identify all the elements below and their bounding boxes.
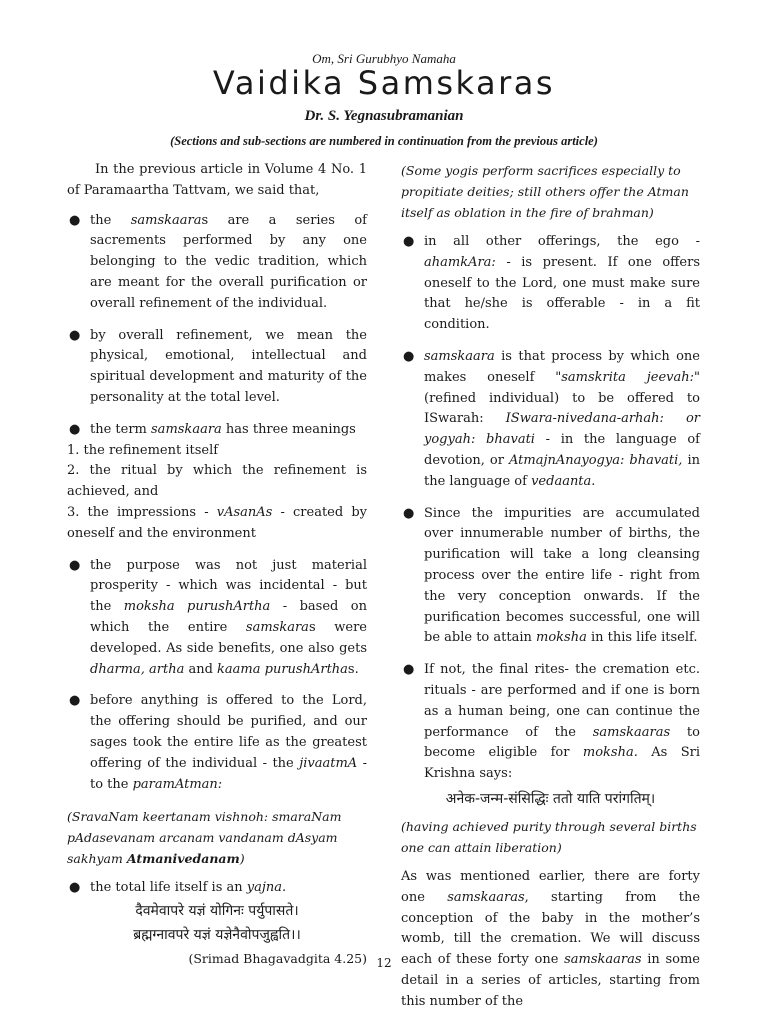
- closing-paragraph: As was mentioned earlier, there are forty one samskaaras, starting from the conception of the baby in the mother’s womb, till the cremation. We will discuss each of these forty one samskaaras in some detail in a series of articles, starting from this number of the: [401, 868, 701, 1009]
- meaning-1: 1. the refinement itself: [67, 442, 219, 458]
- continuation-note: (Sections and sub-sections are numbered in continuation from the previous article): [170, 134, 598, 148]
- bullet-dot-icon: ●: [403, 348, 415, 364]
- intro-paragraph: In the previous article in Volume 4 No. 1 of Paramaartha Tattvam, we said that,: [67, 162, 367, 198]
- article-title: Vaidika Samskaras: [212, 64, 556, 102]
- bullet-dot-icon: ●: [69, 421, 81, 437]
- bullet-dot-icon: ●: [403, 505, 415, 521]
- bullet-ego: ● in all other offerings, the ego - ahamkAra: - is present. If one offers oneself to the Lord, one must make sure that he/she is offerable - in a fit condition.: [403, 234, 700, 333]
- bhakti-quote: (SravaNam keertanam vishnoh: smaraNam pAdasevanam arcanam vandanam dAsyam sakhyam Atmanivedanam): [67, 809, 342, 867]
- bullet-offering: ● before anything is offered to the Lord, the offering should be purified, and our sages took the entire life as the greatest offering of the individual - the jivaatmA - to the paramAtman:: [69, 693, 368, 792]
- verse-translation: (having achieved purity through several births one can attain liberation): [401, 818, 697, 855]
- bullet-samskaara-process: ● samskaara is that process by which one makes oneself "samskrita jeevah:" (refined individual) to be offered to ISwarah: ISwara-nivedana-arhah: or yogyah: bhavati - in the language of devotion, or AtmajnAnayogya: bhavati, in the language of vedaanta.: [403, 348, 700, 489]
- yogis-quote: (Some yogis perform sacrifices especially to propitiate deities; still others offer the Atman itself as oblation in the fire of brahman): [401, 163, 689, 220]
- bullet-dot-icon: ●: [403, 234, 415, 249]
- bullet-refinement: ● by overall refinement, we mean the physical, emotional, intellectual and spiritual development and maturity of the personality at the total level.: [69, 327, 367, 405]
- bullet-samskaaras: ● the samskaaras are a series of sacrements performed by any one belonging to the vedic tradition, which are meant for the overall purification or overall refinement of the individual.: [69, 212, 367, 311]
- verse-reference: (Srimad Bhagavadgita 4.25): [188, 951, 367, 967]
- meaning-2: 2. the ritual by which the refinement is achieved, and: [67, 463, 367, 500]
- bullet-dot-icon: ●: [69, 880, 81, 896]
- invocation-line: Om, Sri Gurubhyo Namaha: [312, 51, 456, 66]
- bullet-final-rites: ● If not, the final rites- the cremation etc. rituals - are performed and if one is born as a human being, one can continue the performance of the samskaaras to become eligible for moksha. As Sri Krishna says:: [403, 662, 700, 782]
- bullet-dot-icon: ●: [69, 327, 81, 343]
- bullet-dot-icon: ●: [403, 662, 415, 678]
- bullet-meanings: ● the term samskaara has three meanings 1. the refinement itself 2. the ritual by which the refinement is achieved, and 3. the impressions - vAsanAs - created by oneself and the environment: [67, 420, 367, 545]
- bullet-impurities: ● Since the impurities are accumulated over innumerable number of births, the purification will take a long cleansing process over the entire life - right from the very conception onwards. If the purification becomes successful, one will be able to attain moksha in this life itself.: [403, 505, 700, 646]
- meaning-3: 3. the impressions - vAsanAs - created by oneself and the environment: [67, 504, 368, 541]
- page-number: 12: [376, 956, 392, 970]
- left-column: [67, 160, 367, 970]
- author-name: Dr. S. Yegnasubramanian: [304, 108, 464, 124]
- bullet-dot-icon: ●: [69, 212, 81, 228]
- right-column: [401, 160, 700, 1022]
- bullet-purpose: ● the purpose was not just material prosperity - which was incidental - but the moksha purushArtha - based on which the entire samskaras were developed. As side benefits, one also gets dharma, artha and kaama purushArthas.: [69, 557, 368, 677]
- bullet-yajna: ● the total life itself is an yajna.: [67, 878, 367, 899]
- gita-verse-line-1: दैवमेवापरे यज्ञं योगिनः पर्युपासते।: [135, 903, 299, 920]
- bullet-dot-icon: ●: [69, 557, 81, 573]
- gita-verse-line-2: ब्रह्मग्नावपरे यज्ञं यज्ञेनैवोपजुह्वति।।: [133, 927, 301, 944]
- krishna-verse: अनेक-जन्म-संसिद्धिः ततो याति परांगतिम्।: [445, 790, 656, 807]
- bullet-dot-icon: ●: [69, 693, 81, 709]
